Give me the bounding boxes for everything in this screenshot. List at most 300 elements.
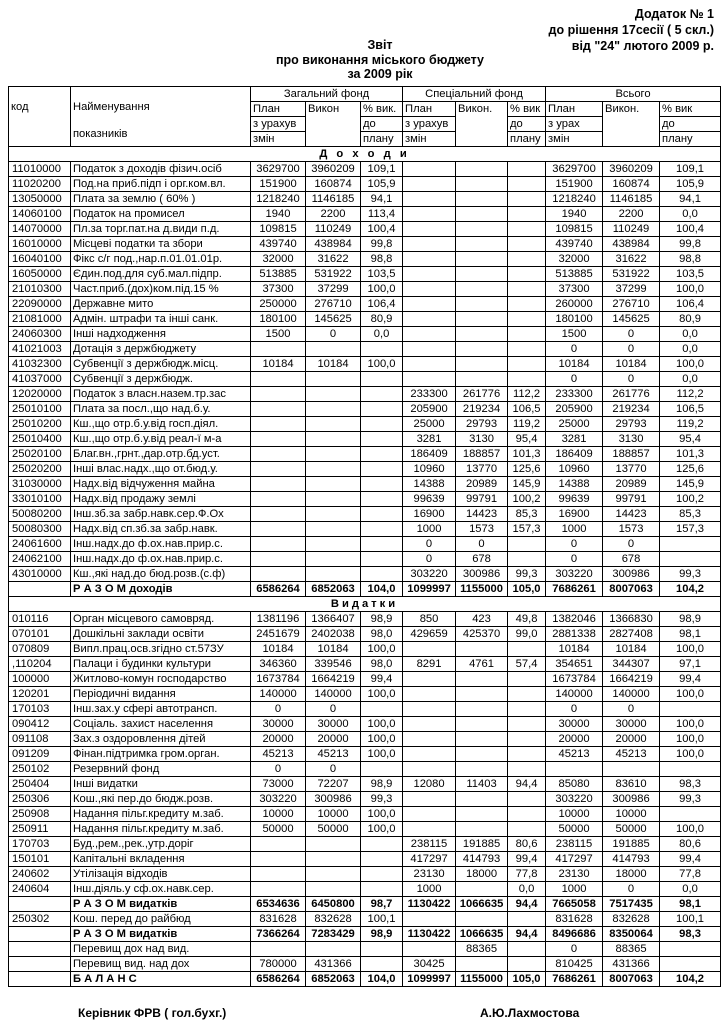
- cell-exec: 20000: [306, 732, 361, 747]
- cell-sp-plan: 23130: [403, 867, 456, 882]
- cell-name: Капітальні вкладення: [71, 852, 251, 867]
- cell-code: 250908: [9, 807, 71, 822]
- cell-total-pct: 99,3: [660, 567, 721, 582]
- cell-code: [9, 897, 71, 912]
- cell-total-pct: [660, 942, 721, 957]
- cell-total-plan: 3629700: [546, 162, 603, 177]
- cell-sp-plan: 8291: [403, 657, 456, 672]
- cell-sp-exec: 99791: [456, 492, 508, 507]
- cell-code: 22090000: [9, 297, 71, 312]
- cell-pct: [361, 387, 403, 402]
- cell-sp-plan: [403, 822, 456, 837]
- table-row: [9, 657, 721, 672]
- cell-total-exec: 191885: [603, 837, 660, 852]
- cell-plan: 10000: [251, 807, 306, 822]
- cell-exec: 438984: [306, 237, 361, 252]
- cell-sp-exec: [456, 642, 508, 657]
- cell-name: Част.приб.(дох)ком.під.15 %: [71, 282, 251, 297]
- cell-name: Інші надходження: [71, 327, 251, 342]
- cell-sp-plan: 1099997: [403, 582, 456, 597]
- cell-total-plan: 1382046: [546, 612, 603, 627]
- cell-total-plan: 10960: [546, 462, 603, 477]
- table-row: [9, 717, 721, 732]
- cell-pct: 99,4: [361, 672, 403, 687]
- cell-sp-exec: [456, 312, 508, 327]
- cell-name: Субвенції з держбюдж.: [71, 372, 251, 387]
- cell-code: [9, 927, 71, 942]
- cell-sp-exec: [456, 282, 508, 297]
- cell-total-plan: 45213: [546, 747, 603, 762]
- cell-sp-plan: [403, 192, 456, 207]
- cell-sp-plan: 238115: [403, 837, 456, 852]
- cell-name: Фінан.підтримка гром.орган.: [71, 747, 251, 762]
- cell-name: Благ.вн.,грнт.,дар.отр.бд.уст.: [71, 447, 251, 462]
- cell-total-plan: 303220: [546, 567, 603, 582]
- cell-name: Кш.,що отр.б.у.від реал-ї м-а: [71, 432, 251, 447]
- cell-sp-plan: 3281: [403, 432, 456, 447]
- cell-total-exec: 344307: [603, 657, 660, 672]
- cell-code: 070809: [9, 642, 71, 657]
- table-row: [9, 342, 721, 357]
- cell-name: Кош. перед до райбюд: [71, 912, 251, 927]
- table-row: [9, 642, 721, 657]
- cell-plan: [251, 432, 306, 447]
- cell-name: Р А З О М видатків: [71, 927, 251, 942]
- cell-total-plan: 354651: [546, 657, 603, 672]
- cell-exec: 531922: [306, 267, 361, 282]
- cell-total-plan: 260000: [546, 297, 603, 312]
- cell-plan: [251, 402, 306, 417]
- cell-sp-plan: [403, 672, 456, 687]
- cell-exec: 6450800: [306, 897, 361, 912]
- cell-exec: [306, 402, 361, 417]
- fund-special-header: Спеціальний фонд: [403, 87, 546, 102]
- cell-pct: 104,0: [361, 972, 403, 987]
- cell-total-pct: 77,8: [660, 867, 721, 882]
- cell-pct: [361, 867, 403, 882]
- cell-sp-pct: [508, 792, 546, 807]
- t-plan-header-3: змін: [546, 132, 603, 147]
- cell-pct: 98,0: [361, 657, 403, 672]
- cell-pct: 105,9: [361, 177, 403, 192]
- report-title: [250, 38, 510, 82]
- cell-sp-pct: 100,2: [508, 492, 546, 507]
- cell-total-pct: 100,0: [660, 642, 721, 657]
- cell-sp-exec: 1066635: [456, 897, 508, 912]
- cell-sp-plan: 25000: [403, 417, 456, 432]
- cell-sp-plan: 1000: [403, 522, 456, 537]
- cell-total-plan: 109815: [546, 222, 603, 237]
- cell-code: 14060100: [9, 207, 71, 222]
- cell-code: 13050000: [9, 192, 71, 207]
- cell-total-plan: 7686261: [546, 972, 603, 987]
- cell-total-exec: 99791: [603, 492, 660, 507]
- section-expenses: [9, 597, 721, 612]
- cell-exec: 0: [306, 762, 361, 777]
- cell-plan: [251, 942, 306, 957]
- sp-pct-header-3: плану: [508, 132, 546, 147]
- cell-sp-plan: [403, 762, 456, 777]
- cell-sp-pct: [508, 717, 546, 732]
- cell-name: Плата за посл.,що над.б.у.: [71, 402, 251, 417]
- cell-total-plan: 1000: [546, 882, 603, 897]
- cell-total-pct: 80,9: [660, 312, 721, 327]
- cell-total-plan: 140000: [546, 687, 603, 702]
- cell-total-plan: 1218240: [546, 192, 603, 207]
- cell-sp-pct: [508, 732, 546, 747]
- cell-pct: [361, 957, 403, 972]
- cell-total-exec: 3130: [603, 432, 660, 447]
- table-row: [9, 867, 721, 882]
- cell-sp-exec: 0: [456, 537, 508, 552]
- cell-plan: 780000: [251, 957, 306, 972]
- cell-code: 250102: [9, 762, 71, 777]
- cell-pct: 98,9: [361, 927, 403, 942]
- cell-total-plan: 2881338: [546, 627, 603, 642]
- cell-sp-plan: 417297: [403, 852, 456, 867]
- cell-sp-pct: 80,6: [508, 837, 546, 852]
- cell-total-exec: 414793: [603, 852, 660, 867]
- cell-pct: 100,0: [361, 717, 403, 732]
- cell-pct: 100,0: [361, 807, 403, 822]
- cell-total-exec: 140000: [603, 687, 660, 702]
- cell-total-pct: 99,8: [660, 237, 721, 252]
- cell-code: 16040100: [9, 252, 71, 267]
- cell-exec: 832628: [306, 912, 361, 927]
- cell-total-exec: 31622: [603, 252, 660, 267]
- exec-header: Викон: [306, 102, 361, 147]
- cell-sp-plan: 1130422: [403, 897, 456, 912]
- cell-code: 50080200: [9, 507, 71, 522]
- cell-total-pct: 101,3: [660, 447, 721, 462]
- table-row: [9, 312, 721, 327]
- cell-total-pct: [660, 762, 721, 777]
- cell-sp-exec: [456, 357, 508, 372]
- cell-total-exec: 2200: [603, 207, 660, 222]
- cell-sp-pct: 157,3: [508, 522, 546, 537]
- cell-total-exec: 83610: [603, 777, 660, 792]
- cell-plan: 303220: [251, 792, 306, 807]
- cell-plan: [251, 342, 306, 357]
- cell-plan: 50000: [251, 822, 306, 837]
- cell-total-plan: 0: [546, 942, 603, 957]
- excess-income-row: [9, 942, 721, 957]
- cell-total-pct: 99,4: [660, 672, 721, 687]
- cell-sp-plan: [403, 732, 456, 747]
- cell-plan: 140000: [251, 687, 306, 702]
- cell-total-pct: [660, 537, 721, 552]
- cell-total-exec: 188857: [603, 447, 660, 462]
- cell-total-plan: 25000: [546, 417, 603, 432]
- cell-sp-pct: [508, 747, 546, 762]
- table-row: [9, 267, 721, 282]
- cell-plan: 45213: [251, 747, 306, 762]
- cell-sp-pct: [508, 162, 546, 177]
- cell-total-pct: 0,0: [660, 207, 721, 222]
- cell-sp-exec: 88365: [456, 942, 508, 957]
- cell-total-exec: 110249: [603, 222, 660, 237]
- cell-total-pct: 94,1: [660, 192, 721, 207]
- table-row: [9, 447, 721, 462]
- cell-sp-exec: [456, 807, 508, 822]
- cell-total-plan: 14388: [546, 477, 603, 492]
- cell-plan: 10184: [251, 642, 306, 657]
- cell-sp-pct: 99,0: [508, 627, 546, 642]
- pct-header-2: до: [361, 117, 403, 132]
- cell-total-exec: 10000: [603, 807, 660, 822]
- cell-sp-exec: [456, 672, 508, 687]
- cell-sp-plan: [403, 267, 456, 282]
- expense-total-row-2: [9, 927, 721, 942]
- cell-sp-exec: [456, 702, 508, 717]
- table-row: [9, 702, 721, 717]
- cell-pct: [361, 507, 403, 522]
- cell-total-pct: 0,0: [660, 372, 721, 387]
- cell-sp-pct: 106,5: [508, 402, 546, 417]
- cell-total-plan: 810425: [546, 957, 603, 972]
- cell-total-exec: 431366: [603, 957, 660, 972]
- balance-row: [9, 972, 721, 987]
- cell-sp-pct: [508, 957, 546, 972]
- cell-total-pct: 100,0: [660, 687, 721, 702]
- cell-total-exec: 0: [603, 882, 660, 897]
- cell-pct: 104,0: [361, 582, 403, 597]
- cell-sp-plan: [403, 237, 456, 252]
- cell-pct: 100,0: [361, 687, 403, 702]
- sp-exec-header: Викон.: [456, 102, 508, 147]
- cell-pct: 100,1: [361, 912, 403, 927]
- cell-pct: 98,0: [361, 627, 403, 642]
- cell-sp-exec: [456, 717, 508, 732]
- cell-sp-exec: [456, 792, 508, 807]
- cell-exec: 276710: [306, 297, 361, 312]
- cell-name: Утілізація відходів: [71, 867, 251, 882]
- cell-sp-exec: 678: [456, 552, 508, 567]
- cell-sp-plan: [403, 702, 456, 717]
- cell-exec: [306, 507, 361, 522]
- cell-total-plan: 10184: [546, 357, 603, 372]
- cell-exec: [306, 852, 361, 867]
- cell-plan: 1673784: [251, 672, 306, 687]
- cell-total-plan: 30000: [546, 717, 603, 732]
- cell-sp-pct: [508, 357, 546, 372]
- table-row: [9, 402, 721, 417]
- table-row: [9, 222, 721, 237]
- cell-total-pct: 104,2: [660, 972, 721, 987]
- cell-code: 170703: [9, 837, 71, 852]
- cell-exec: [306, 387, 361, 402]
- excess-expense-row: [9, 957, 721, 972]
- cell-name: Р А З О М видатків: [71, 897, 251, 912]
- cell-exec: 300986: [306, 792, 361, 807]
- cell-total-exec: 300986: [603, 567, 660, 582]
- cell-code: 11010000: [9, 162, 71, 177]
- cell-sp-pct: [508, 192, 546, 207]
- cell-sp-pct: [508, 912, 546, 927]
- cell-exec: [306, 342, 361, 357]
- cell-pct: 99,3: [361, 792, 403, 807]
- cell-pct: 98,7: [361, 897, 403, 912]
- cell-total-exec: 18000: [603, 867, 660, 882]
- cell-pct: [361, 372, 403, 387]
- table-row: [9, 882, 721, 897]
- cell-exec: 10000: [306, 807, 361, 822]
- cell-code: 240604: [9, 882, 71, 897]
- cell-code: 170103: [9, 702, 71, 717]
- table-row: [9, 492, 721, 507]
- cell-total-exec: 88365: [603, 942, 660, 957]
- cell-total-plan: 0: [546, 342, 603, 357]
- cell-total-exec: 1664219: [603, 672, 660, 687]
- cell-sp-pct: 145,9: [508, 477, 546, 492]
- cell-sp-exec: 3130: [456, 432, 508, 447]
- cell-sp-exec: [456, 372, 508, 387]
- cell-total-plan: 7665058: [546, 897, 603, 912]
- cell-exec: 145625: [306, 312, 361, 327]
- cell-total-plan: 85080: [546, 777, 603, 792]
- table-row: [9, 762, 721, 777]
- table-row: [9, 537, 721, 552]
- cell-code: ,110204: [9, 657, 71, 672]
- cell-plan: [251, 477, 306, 492]
- decision-label: до рішення 17сесії ( 5 скл.): [548, 23, 714, 37]
- cell-code: 16050000: [9, 267, 71, 282]
- cell-code: [9, 957, 71, 972]
- cell-exec: 2200: [306, 207, 361, 222]
- plan-header-3: змін: [251, 132, 306, 147]
- cell-sp-pct: [508, 537, 546, 552]
- cell-total-exec: 50000: [603, 822, 660, 837]
- cell-total-exec: 29793: [603, 417, 660, 432]
- cell-pct: [361, 762, 403, 777]
- cell-plan: 10184: [251, 357, 306, 372]
- cell-sp-plan: 186409: [403, 447, 456, 462]
- cell-sp-plan: 0: [403, 552, 456, 567]
- cell-total-exec: 160874: [603, 177, 660, 192]
- cell-exec: [306, 867, 361, 882]
- cell-exec: 0: [306, 702, 361, 717]
- cell-sp-pct: [508, 807, 546, 822]
- cell-pct: [361, 492, 403, 507]
- cell-name: Місцеві податки та збори: [71, 237, 251, 252]
- cell-pct: 80,9: [361, 312, 403, 327]
- cell-sp-pct: [508, 672, 546, 687]
- table-row: [9, 282, 721, 297]
- cell-total-exec: 219234: [603, 402, 660, 417]
- cell-total-pct: 104,2: [660, 582, 721, 597]
- table-row: [9, 612, 721, 627]
- cell-sp-exec: 414793: [456, 852, 508, 867]
- cell-pct: [361, 837, 403, 852]
- cell-name: Адмін. штрафи та інші санк.: [71, 312, 251, 327]
- cell-sp-plan: [403, 327, 456, 342]
- cell-sp-plan: [403, 282, 456, 297]
- cell-code: 010116: [9, 612, 71, 627]
- cell-sp-pct: [508, 267, 546, 282]
- table-row: [9, 792, 721, 807]
- table-row: [9, 192, 721, 207]
- table-row: [9, 237, 721, 252]
- sp-plan-header-2: з урахув: [403, 117, 456, 132]
- cell-sp-exec: 261776: [456, 387, 508, 402]
- cell-sp-exec: 191885: [456, 837, 508, 852]
- pct-header-3: плану: [361, 132, 403, 147]
- cell-code: 091108: [9, 732, 71, 747]
- cell-name: Р А З О М доходів: [71, 582, 251, 597]
- cell-name: Фікс с/г под.,нар.п.01.01.01р.: [71, 252, 251, 267]
- t-pct-header-3: плану: [660, 132, 721, 147]
- cell-total-exec: 1146185: [603, 192, 660, 207]
- cell-sp-pct: [508, 312, 546, 327]
- cell-sp-exec: 29793: [456, 417, 508, 432]
- cell-code: 43010000: [9, 567, 71, 582]
- cell-exec: 10184: [306, 642, 361, 657]
- table-row: [9, 177, 721, 192]
- cell-plan: [251, 387, 306, 402]
- cell-name: Плата за землю ( 60% ): [71, 192, 251, 207]
- cell-name: Перевищ вид. над дох: [71, 957, 251, 972]
- cell-plan: 2451679: [251, 627, 306, 642]
- cell-plan: 3629700: [251, 162, 306, 177]
- cell-exec: 37299: [306, 282, 361, 297]
- cell-sp-pct: 85,3: [508, 507, 546, 522]
- section-income: [9, 147, 721, 162]
- cell-sp-exec: [456, 297, 508, 312]
- cell-sp-pct: [508, 222, 546, 237]
- cell-total-exec: 0: [603, 537, 660, 552]
- table-row: [9, 672, 721, 687]
- cell-total-exec: 3960209: [603, 162, 660, 177]
- cell-code: 21010300: [9, 282, 71, 297]
- section-expenses-label: Видатки: [9, 597, 721, 612]
- cell-plan: 513885: [251, 267, 306, 282]
- date-label: від "24" лютого 2009 р.: [571, 39, 714, 53]
- cell-sp-exec: [456, 237, 508, 252]
- cell-name: Резервний фонд: [71, 762, 251, 777]
- table-row: [9, 822, 721, 837]
- cell-code: 24061600: [9, 537, 71, 552]
- cell-sp-pct: [508, 207, 546, 222]
- cell-name: Єдин.под.для суб.мал.підпр.: [71, 267, 251, 282]
- table-row: [9, 252, 721, 267]
- cell-sp-pct: 94,4: [508, 927, 546, 942]
- cell-name: Пл.за торг.пат.на д.види п.д.: [71, 222, 251, 237]
- cell-total-pct: 99,3: [660, 792, 721, 807]
- cell-pct: 98,8: [361, 252, 403, 267]
- cell-name: Інші видатки: [71, 777, 251, 792]
- table-row: [9, 357, 721, 372]
- cell-name: Субвенції з держбюдж.місц.: [71, 357, 251, 372]
- cell-exec: 50000: [306, 822, 361, 837]
- cell-total-pct: 80,6: [660, 837, 721, 852]
- cell-name: Випл.прац.осв.згідно ст.57ЗУ: [71, 642, 251, 657]
- cell-total-plan: 180100: [546, 312, 603, 327]
- fund-header-row: [9, 87, 721, 102]
- cell-sp-exec: 14423: [456, 507, 508, 522]
- cell-sp-exec: 20989: [456, 477, 508, 492]
- cell-total-pct: 100,4: [660, 222, 721, 237]
- cell-total-exec: 261776: [603, 387, 660, 402]
- cell-exec: [306, 567, 361, 582]
- cell-total-exec: 14423: [603, 507, 660, 522]
- cell-exec: [306, 552, 361, 567]
- cell-name: Інш.діяль.у сф.ох.навк.сер.: [71, 882, 251, 897]
- cell-sp-plan: 233300: [403, 387, 456, 402]
- cell-sp-exec: [456, 912, 508, 927]
- cell-code: 250404: [9, 777, 71, 792]
- cell-total-plan: 23130: [546, 867, 603, 882]
- cell-sp-plan: [403, 177, 456, 192]
